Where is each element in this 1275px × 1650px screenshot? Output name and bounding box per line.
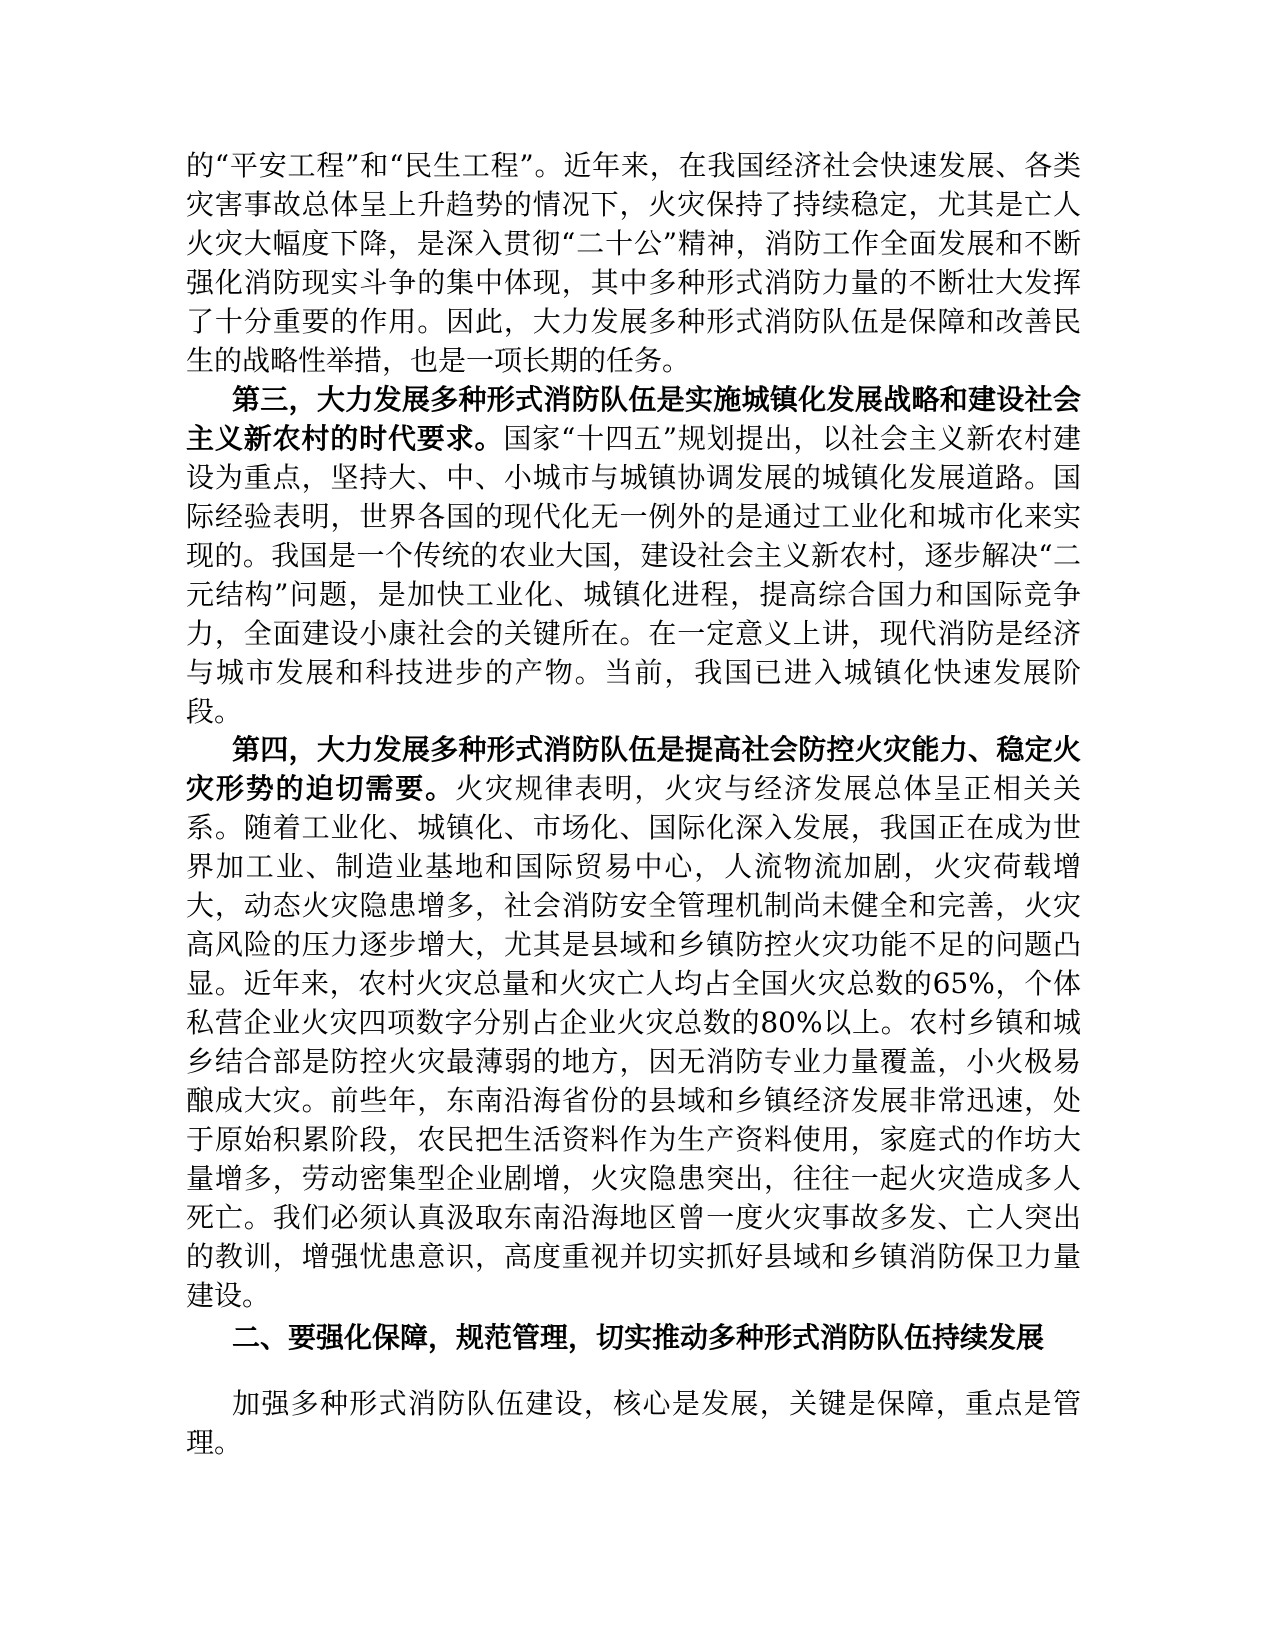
paragraph-third-point: [186, 380, 1081, 731]
section-heading: 二、要强化保障，规范管理，切实推动多种形式消防队伍持续发展: [232, 1321, 1045, 1354]
paragraph-lead: 第三，大力发展多种形式消防队伍是实施城镇化发展战略和建设社会主义新农村的时代要求。: [186, 383, 1081, 455]
closing-paragraph: 加强多种形式消防队伍建设，核心是发展，关键是保障，重点是管理。: [186, 1387, 1081, 1459]
paragraph-fourth-point: [186, 730, 1081, 1315]
paragraph-lead: 第四，大力发展多种形式消防队伍是提高社会防控火灾能力、稳定火灾形势的迫切需要。: [186, 733, 1081, 805]
paragraph-text: 国家“十四五”规划提出，以社会主义新农村建设为重点，坚持大、中、小城市与城镇协调发展的城镇化发展道路。国际经验表明，世界各国的现代化无一例外的是通过工业化和城市化来实现的。我国是一个传统的农业大国，建设社会主义新农村，逐步解决“二元结构”问题，是加快工业化、城镇化进程，提高综合国力和国际竞争力，全面建设小康社会的关键所在。在一定意义上讲，现代消防是经济与城市发展和科技进步的产物。当前，我国已进入城镇化快速发展阶段。: [186, 422, 1081, 728]
paragraph-text: 火灾规律表明，火灾与经济发展总体呈正相关关系。随着工业化、城镇化、市场化、国际化深入发展，我国正在成为世界加工业、制造业基地和国际贸易中心，人流物流加剧，火灾荷载增大，动态火灾隐患增多，社会消防安全管理机制尚未健全和完善，火灾高风险的压力逐步增大，尤其是县域和乡镇防控火灾功能不足的问题凸显。近年来，农村火灾总量和火灾亡人均占全国火灾总数的65%，个体私营企业火灾四项数字分别占企业火灾总数的80%以上。农村乡镇和城乡结合部是防控火灾最薄弱的地方，因无消防专业力量覆盖，小火极易酿成大灾。前些年，东南沿海省份的县域和乡镇经济发展非常迅速，处于原始积累阶段，农民把生活资料作为生产资料使用，家庭式的作坊大量增多，劳动密集型企业剧增，火灾隐患突出，往往一起火灾造成多人死亡。我们必须认真汲取东南沿海地区曾一度火灾事故多发、亡人突出的教训，增强忧患意识，高度重视并切实抓好县域和乡镇消防保卫力量建设。: [186, 772, 1081, 1312]
paragraph-continued: [186, 146, 1081, 380]
paragraph-text: 的“平安工程”和“民生工程”。近年来，在我国经济社会快速发展、各类灾害事故总体呈上升趋势的情况下，火灾保持了持续稳定，尤其是亡人火灾大幅度下降，是深入贯彻“二十公”精神，消防工作全面发展和不断强化消防现实斗争的集中体现，其中多种形式消防力量的不断壮大发挥了十分重要的作用。因此，大力发展多种形式消防队伍是保障和改善民生的战略性举措，也是一项长期的任务。: [186, 149, 1081, 377]
